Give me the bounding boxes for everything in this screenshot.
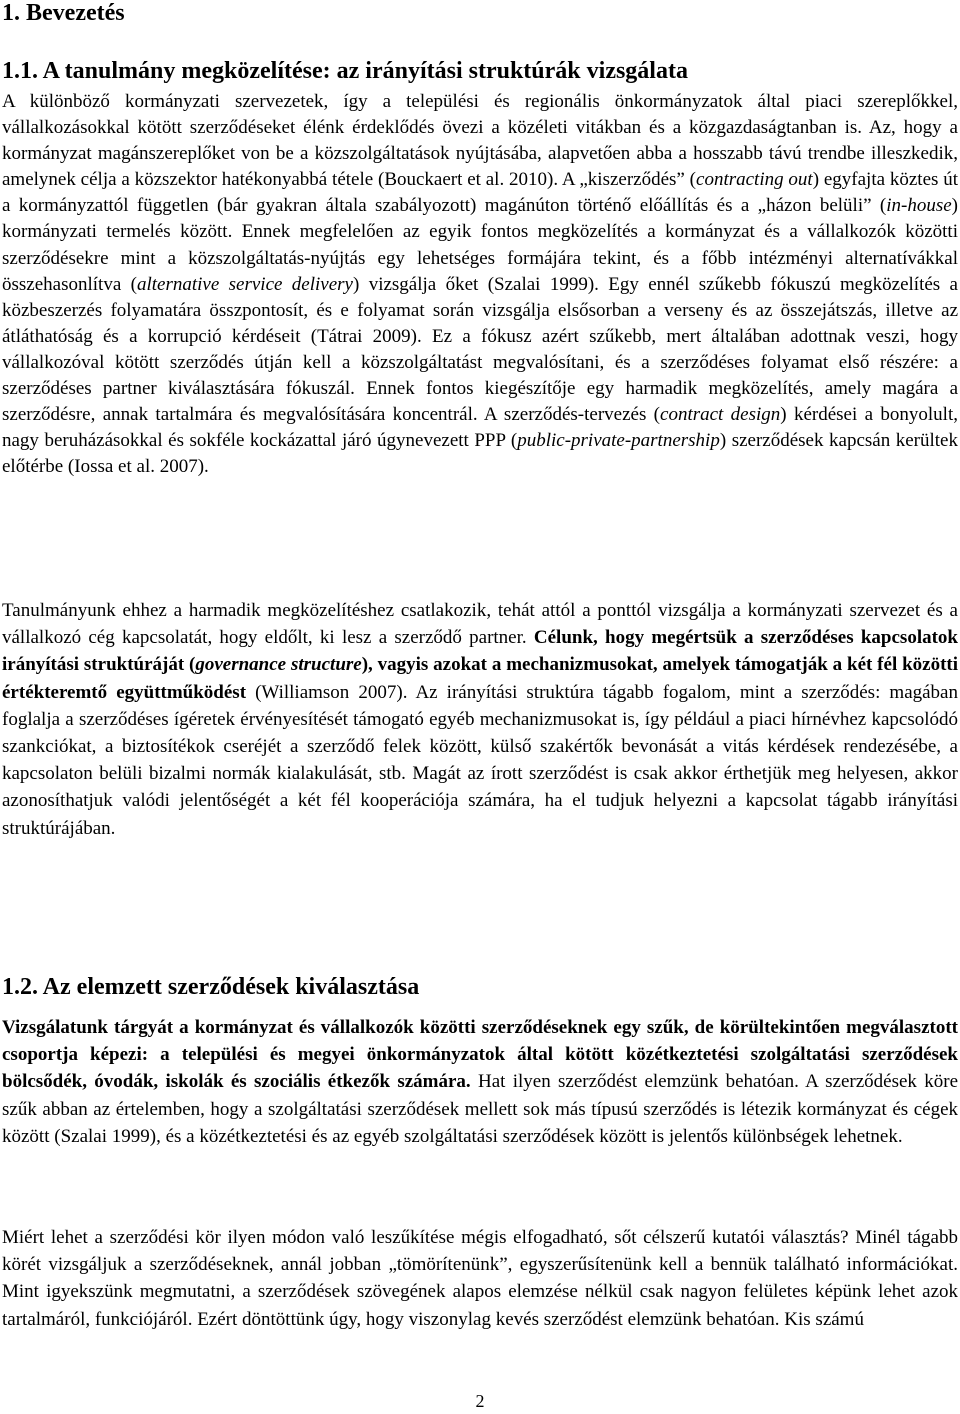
p1-text-e: ) kérdései a bonyolult, nagy beruházásokkal és sokféle kockázattal járó úgynevezett PPP ( [2,404,958,452]
p2-text-c: (Williamson 2007). Az irányítási struktúra tágabb fogalom, mint a szerződés: magában foglalja a szerződéses ígéretek érvényesítését támogató egyéb mechanizmusokat is, így például a piaci hírnévhez kapcsolódó szankciókat, a biztosítékok cseréjét a szerződő felek között, külső szakértők bevonását a vitás kérdések rendezésébe, a kapcsolaton belüli bizalmi normák kialakulását, stb. Magát az írott szerződést is csak akkor érthetjük meg helyesen, akkor azonosíthatjuk valódi jelentőségét a két fél kooperációja számára, ha el tudjuk helyezni a kapcsolat tágabb irányítási struktúrájában. [2,681,958,839]
p1-text-a: A „kiszerződés” ( [558,169,697,191]
p1-text-d: ) vizsgálja őket (Szalai 1999). Egy ennél szűkebb fókuszú megközelítés a közbeszerzés folyamatára összpontosít, és e folyamat során vizsgálja elsősorban a verseny és az összejátszás, illetve az átláthatóság és a korrupció kérdéseit (Tátrai 2009). Ez a fókusz azért szűkebb, mert általában adottnak veszi, hogy vállalkozóval kötött szerződés útján kell a közszolgáltatást megvalósítani, és a szerződéses folyamat első részére: a szerződéses partner kiválasztására fókuszál. Ennek fontos kiegészítője egy harmadik megközelítés, amely magára a szerződésre, annak tartalmára és megvalósítására koncentrál. A szerződés-tervezés ( [2,273,958,426]
p2-bold-b: ), vagyis azokat a mechanizmusokat, amelyek támogatják a két fél közötti értékteremtő együttműködést [2,654,959,703]
section-heading-1-1: 1.1. A tanulmány megközelítése: az irányítási struktúrák vizsgálata [2,58,688,84]
page-number: 2 [475,1391,485,1411]
p1-term-ppp: public-private-partnership [517,430,720,452]
p1-text-f: ) szerződések kapcsán kerültek előtérbe (Iossa et al. 2007). [2,430,958,478]
paragraph-1 [2,89,958,480]
p1-term-contract-design: contract design [660,404,781,426]
p1-text-b: ) egyfajta köztes út a kormányzattól független (bár gyakran általa szabályozott) magánúton történő előállítás és a „házon belüli” ( [2,169,958,217]
chapter-heading: 1. Bevezetés [2,0,125,26]
p2-bold-a: Célunk, hogy megértsük a szerződéses kapcsolatok irányítási struktúráját ( [2,627,958,676]
paragraph-2 [2,597,958,842]
section-heading-1-2: 1.2. Az elemzett szerződések kiválasztása [2,974,420,1000]
paragraph-4: Miért lehet a szerződési kör ilyen módon való leszűkítése mégis elfogadható, sőt célszerű kutatói választás? Minél tágabb körét vizsgáljuk a szerződéseknek, annál jobban „tömörítenünk”, egyszerűsítenünk kell a bennük található információkat. Mint igyekszünk megmutatni, a szerződések szövegének alapos elemzése nélkül csak nagyon felületes képünk lehet azok tartalmáról, funkciójáról. Ezért döntöttünk úgy, hogy viszonylag kevés szerződést elemzünk behatóan. Kis számú [2,1227,958,1330]
p1-term-alternative-service-delivery: alternative service delivery [136,273,353,295]
paragraph-3 [2,1014,958,1150]
p2-bold-italic-term [195,654,361,675]
p1-sentence-2: Az, hogy a kormányzat magánszereplőket von be a közszolgáltatások nyújtásába, alapvetően abba a hosszabb távú trendbe illeszkedik, amelynek célja a közszektor hatékonyabbá tétele (Bouckaert et al. 2010). [2,117,958,191]
p1-sentence-1: A különböző kormányzati szervezetek, így a települési és regionális önkormányzatok által piaci szereplőkkel, vállalkozásokkal kötött szerződéseket élénk érdeklődés övezi a közéleti vitákban és a közgazdaságtanban is. [2,91,958,139]
p1-text-c: ) kormányzati termelés között. Ennek megfelelően az egyik fontos megközelítés a kormányzat és a vállalkozók közötti szerződésekre mint a közszolgáltatás-nyújtás egy lehetséges formájára tekint, és a főbb intézményi alternatívákkal összehasonlítva ( [2,195,958,295]
p1-term-in-house: in-house [886,195,952,217]
p2-term-governance-structure: governance structure [195,654,362,676]
p3-text: Hat ilyen szerződést elemzünk behatóan. A szerződések köre szűk abban az értelemben, hogy a szolgáltatási szerződések mellett sok más típusú szerződés is létezik kormányzat és cégek között (Szalai 1999), és a közétkeztetési és az egyéb szolgáltatási szerződések között is jelentős különbségek lehetnek. [2,1071,958,1147]
p1-term-contracting-out: contracting out [696,169,813,191]
p3-bold-text: Vizsgálatunk tárgyát a kormányzat és vállalkozók közötti szerződéseknek egy szűk, de körültekintően megválasztott csoportja képezi: a települési és megyei önkormányzatok által kötött közétkeztetési szolgáltatási szerződések bölcsődék, óvodák, iskolák és szociális étkezők számára. [2,1017,958,1093]
p2-text-a: Tanulmányunk ehhez a harmadik megközelítéshez csatlakozik, tehát attól a ponttól vizsgálja a kormányzati szervezet és a vállalkozó cég kapcsolatát, hogy eldőlt, ki lesz a szerződő partner. [2,600,958,649]
